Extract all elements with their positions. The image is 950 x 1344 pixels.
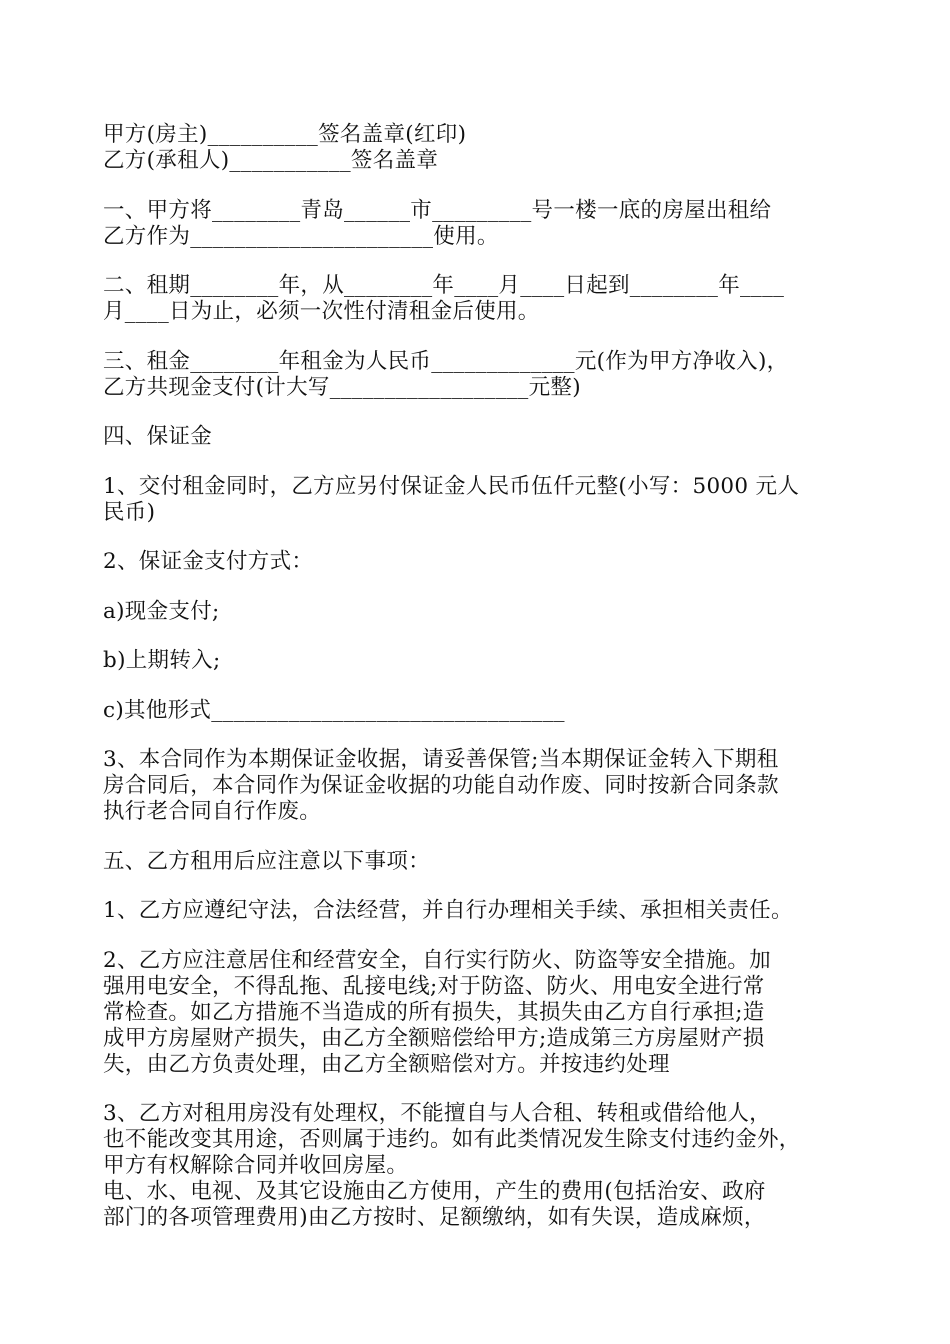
text-line: 1、乙方应遵纪守法，合法经营，并自行办理相关手续、承担相关责任。 bbox=[103, 898, 793, 923]
text-line: 三、租金________年租金为人民币_____________元(作为甲方净收入)， bbox=[103, 348, 789, 374]
text-line: 五、乙方租用后应注意以下事项： bbox=[103, 848, 431, 874]
text-line: 2、乙方应注意居住和经营安全，自行实行防火、防盗等安全措施。加 bbox=[103, 947, 771, 973]
paragraph-gap bbox=[103, 625, 863, 649]
paragraph-gap bbox=[103, 575, 863, 599]
text-line: 一、甲方将________青岛______市_________号一楼一底的房屋出租给 bbox=[103, 197, 772, 223]
paragraph-gap bbox=[103, 674, 863, 698]
text-line: 甲方有权解除合同并收回房屋。 bbox=[103, 1153, 409, 1178]
text-line: b)上期转入; bbox=[103, 648, 221, 673]
paragraph-gap bbox=[103, 924, 863, 948]
paragraph-gap bbox=[103, 1078, 863, 1102]
paragraph-gap bbox=[103, 724, 863, 748]
text-line: 也不能改变其用途，否则属于违约。如有此类情况发生除支付违约金外， bbox=[103, 1127, 801, 1152]
text-line: 房合同后，本合同作为保证金收据的功能自动作废、同时按新合同条款 bbox=[103, 773, 779, 798]
text-line: a)现金支付; bbox=[103, 598, 220, 624]
text-line: 乙方作为______________________使用。 bbox=[103, 223, 499, 249]
paragraph-gap bbox=[103, 325, 863, 349]
paragraph-gap bbox=[103, 450, 863, 474]
text-line: 1、交付租金同时，乙方应另付保证金人民币伍仟元整(小写：5000 元人 bbox=[103, 473, 800, 499]
text-line: 2、保证金支付方式： bbox=[103, 549, 314, 574]
paragraph-gap bbox=[103, 174, 863, 198]
text-line: 乙方(承租人)___________签名盖章 bbox=[103, 148, 439, 173]
paragraph-gap bbox=[103, 526, 863, 550]
text-line: 失，由乙方负责处理，由乙方全额赔偿对方。并按违约处理 bbox=[103, 1051, 670, 1077]
text-line: 民币) bbox=[103, 499, 156, 525]
text-line: 3、本合同作为本期保证金收据，请妥善保管;当本期保证金转入下期租 bbox=[103, 747, 779, 772]
text-line: 甲方(房主)__________签名盖章(红印) bbox=[103, 122, 467, 147]
text-line: 电、水、电视、及其它设施由乙方使用，产生的费用(包括治安、政府 bbox=[103, 1179, 766, 1204]
text-line: 3、乙方对租用房没有处理权，不能擅自与人合租、转租或借给他人， bbox=[103, 1101, 771, 1126]
document-body bbox=[103, 122, 863, 1231]
text-line: 四、保证金 bbox=[103, 424, 213, 449]
text-line: 成甲方房屋财产损失，由乙方全额赔偿给甲方;造成第三方房屋财产损 bbox=[103, 1025, 765, 1051]
text-line: 部门的各项管理费用)由乙方按时、足额缴纳，如有失误，造成麻烦， bbox=[103, 1205, 766, 1230]
text-line: 月____日为止，必须一次性付清租金后使用。 bbox=[103, 299, 540, 324]
paragraph-gap bbox=[103, 401, 863, 425]
paragraph-gap bbox=[103, 875, 863, 899]
text-line: 执行老合同自行作废。 bbox=[103, 799, 322, 824]
text-line: 强用电安全，不得乱拖、乱接电线;对于防盗、防火、用电安全进行常 bbox=[103, 973, 765, 999]
paragraph-gap bbox=[103, 250, 863, 274]
text-line: 乙方共现金支付(计大写__________________元整) bbox=[103, 374, 581, 400]
text-line: c)其他形式________________________________ bbox=[103, 697, 565, 723]
text-line: 二、租期________年，从________年____月____日起到________年____ bbox=[103, 273, 785, 298]
text-line: 常检查。如乙方措施不当造成的所有损失，其损失由乙方自行承担;造 bbox=[103, 999, 765, 1025]
paragraph-gap bbox=[103, 825, 863, 849]
